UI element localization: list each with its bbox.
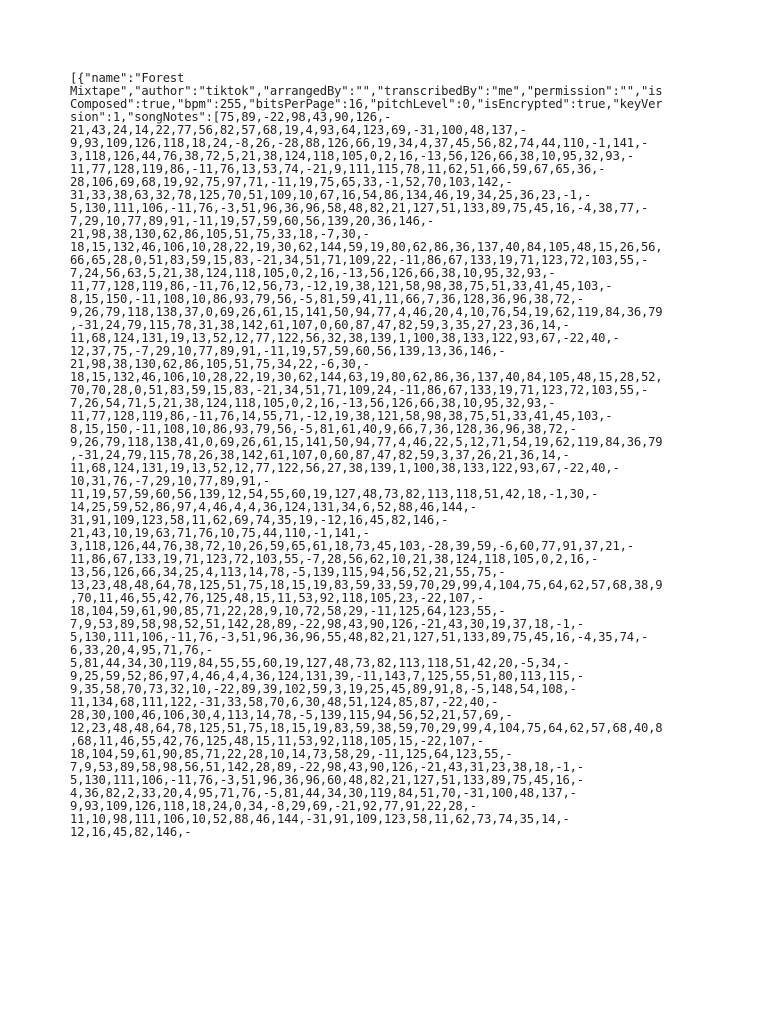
text-line: 7,9,53,89,58,98,56,51,142,28,89,-22,98,43,90,126,-21,43,31,23,38,18,-1,- — [70, 760, 584, 774]
text-line: 18,15,132,46,106,10,28,22,19,30,62,144,63,19,80,62,86,36,137,40,84,105,48,15,28,52, — [70, 370, 663, 384]
text-line: 7,9,53,89,58,98,52,51,142,28,89,-22,98,43,90,126,-21,43,30,19,37,18,-1,- — [70, 617, 584, 631]
text-line: 12,37,75,-7,29,10,77,89,91,-11,19,57,59,60,56,139,13,36,146,- — [70, 344, 506, 358]
text-line: ,-31,24,79,115,78,31,38,142,61,107,0,60,87,47,82,59,3,35,27,23,36,14,- — [70, 318, 570, 332]
text-line: 7,24,56,63,5,21,38,124,118,105,0,2,16,-13,56,126,66,38,10,95,32,93,- — [70, 266, 556, 280]
text-line: ,70,11,46,55,42,76,125,48,15,11,53,92,118,105,23,-22,107,- — [70, 591, 484, 605]
text-line: sion":1,"songNotes":[75,89,-22,98,43,90,126,- — [70, 110, 392, 124]
text-line: 18,104,59,61,90,85,71,22,28,10,14,73,58,29,-11,125,64,123,55,- — [70, 747, 513, 761]
text-line: 11,77,128,119,86,-11,76,13,53,74,-21,9,111,115,78,11,62,51,66,59,67,65,36,- — [70, 162, 606, 176]
text-line: 9,26,79,118,138,41,0,69,26,61,15,141,50,94,77,4,46,22,5,12,71,54,19,62,119,84,36,79 — [70, 435, 663, 449]
text-line: 11,77,128,119,86,-11,76,14,55,71,-12,19,38,121,58,98,38,75,51,33,41,45,103,- — [70, 409, 613, 423]
text-line: 14,25,59,52,86,97,4,46,4,4,36,124,131,34,6,52,88,46,144,- — [70, 500, 477, 514]
text-line: 21,98,38,130,62,86,105,51,75,34,22,-6,30,- — [70, 357, 370, 371]
text-line: 7,29,10,77,89,91,-11,19,57,59,60,56,139,20,36,146,- — [70, 214, 435, 228]
text-line: 11,77,128,119,86,-11,76,12,56,73,-12,19,38,121,58,98,38,75,51,33,41,45,103,- — [70, 279, 613, 293]
text-line: 13,56,126,66,34,25,4,113,14,78,-5,139,115,94,56,52,21,55,75,- — [70, 565, 506, 579]
text-line: 70,70,28,0,51,83,59,15,83,-21,34,51,71,109,24,-11,86,67,133,19,71,123,72,103,55,- — [70, 383, 649, 397]
text-line: 3,118,126,44,76,38,72,10,26,59,65,61,18,73,45,103,-28,39,59,-6,60,77,91,37,21,- — [70, 539, 634, 553]
text-line: 3,118,126,44,76,38,72,5,21,38,124,118,105,0,2,16,-13,56,126,66,38,10,95,32,93,- — [70, 149, 634, 163]
text-line: 12,23,48,48,64,78,125,51,75,18,15,19,83,59,38,59,70,29,99,4,104,75,64,62,57,68,40,8 — [70, 721, 663, 735]
text-line: 11,134,68,111,122,-31,33,58,70,6,30,48,51,124,85,87,-22,40,- — [70, 695, 499, 709]
text-line: 11,19,57,59,60,56,139,12,54,55,60,19,127,48,73,82,113,118,51,42,18,-1,30,- — [70, 487, 599, 501]
text-line: 28,30,100,46,106,30,4,113,14,78,-5,139,115,94,56,52,21,57,69,- — [70, 708, 513, 722]
text-line: 21,43,10,19,63,71,76,10,75,44,110,-1,141,- — [70, 526, 370, 540]
text-line: 9,93,109,126,118,18,24,0,34,-8,29,69,-21,92,77,91,22,28,- — [70, 799, 477, 813]
text-line: 5,130,111,106,-11,76,-3,51,96,36,96,55,48,82,21,127,51,133,89,75,45,16,-4,35,74,- — [70, 630, 649, 644]
text-line: 5,130,111,106,-11,76,-3,51,96,36,96,58,48,82,21,127,51,133,89,75,45,16,-4,38,77,- — [70, 201, 649, 215]
text-line: [{"name":"Forest — [70, 71, 185, 85]
text-line: ,-31,24,79,115,78,26,38,142,61,107,0,60,87,47,82,59,3,37,26,21,36,14,- — [70, 448, 570, 462]
text-line: 13,23,48,48,64,78,125,51,75,18,15,19,83,59,33,59,70,29,99,4,104,75,64,62,57,68,38,9 — [70, 578, 663, 592]
text-line: 9,35,58,70,73,32,10,-22,89,39,102,59,3,19,25,45,89,91,8,-5,148,54,108,- — [70, 682, 577, 696]
text-line: 10,31,76,-7,29,10,77,89,91,- — [70, 474, 270, 488]
text-line: 8,15,150,-11,108,10,86,93,79,56,-5,81,59,41,11,66,7,36,128,36,96,38,72,- — [70, 292, 584, 306]
text-line: 11,68,124,131,19,13,52,12,77,122,56,32,38,139,1,100,38,133,122,93,67,-22,40,- — [70, 331, 620, 345]
text-line: 12,16,45,82,146,- — [70, 825, 192, 839]
document-page — [70, 72, 710, 839]
text-line: 5,130,111,106,-11,76,-3,51,96,36,96,60,48,82,21,127,51,133,89,75,45,16,- — [70, 773, 584, 787]
text-line: Composed":true,"bpm":255,"bitsPerPage":16,"pitchLevel":0,"isEncrypted":true,"keyVer — [70, 97, 663, 111]
text-line: 8,15,150,-11,108,10,86,93,79,56,-5,81,61,40,9,66,7,36,128,36,96,38,72,- — [70, 422, 577, 436]
text-line: 11,68,124,131,19,13,52,12,77,122,56,27,38,139,1,100,38,133,122,93,67,-22,40,- — [70, 461, 620, 475]
text-line: 21,98,38,130,62,86,105,51,75,33,18,-7,30,- — [70, 227, 370, 241]
text-line: 7,26,54,71,5,21,38,124,118,105,0,2,16,-13,56,126,66,38,10,95,32,93,- — [70, 396, 556, 410]
text-line: 31,33,38,63,32,78,125,70,51,109,10,67,16,54,86,134,46,19,34,25,36,23,-1,- — [70, 188, 592, 202]
text-line: 9,93,109,126,118,18,24,-8,26,-28,88,126,66,19,34,4,37,45,56,82,74,44,110,-1,141,- — [70, 136, 649, 150]
text-line: 11,86,67,133,19,71,123,72,103,55,-7,28,56,62,10,21,38,124,118,105,0,2,16,- — [70, 552, 599, 566]
text-line: 6,33,20,4,95,71,76,- — [70, 643, 213, 657]
text-line: 31,91,109,123,58,11,62,69,74,35,19,-12,16,45,82,146,- — [70, 513, 449, 527]
text-line: ,68,11,46,55,42,76,125,48,15,11,53,92,118,105,15,-22,107,- — [70, 734, 484, 748]
text-line: 28,106,69,68,19,92,75,97,71,-11,19,75,65,33,-1,52,70,103,142,- — [70, 175, 513, 189]
text-line: 21,43,24,14,22,77,56,82,57,68,19,4,93,64,123,69,-31,100,48,137,- — [70, 123, 527, 137]
text-line: 66,65,28,0,51,83,59,15,83,-21,34,51,71,109,22,-11,86,67,133,19,71,123,72,103,55,- — [70, 253, 649, 267]
text-line: 11,10,98,111,106,10,52,88,46,144,-31,91,109,123,58,11,62,73,74,35,14,- — [70, 812, 570, 826]
text-line: 9,25,59,52,86,97,4,46,4,4,36,124,131,39,-11,143,7,125,55,51,80,113,115,- — [70, 669, 584, 683]
text-line: 18,104,59,61,90,85,71,22,28,9,10,72,58,29,-11,125,64,123,55,- — [70, 604, 506, 618]
text-line: Mixtape","author":"tiktok","arrangedBy":"","transcribedBy":"me","permission":"","is — [70, 84, 663, 98]
text-line: 9,26,79,118,138,37,0,69,26,61,15,141,50,94,77,4,46,20,4,10,76,54,19,62,119,84,36,79 — [70, 305, 663, 319]
text-line: 5,81,44,34,30,119,84,55,55,60,19,127,48,73,82,113,118,51,42,20,-5,34,- — [70, 656, 570, 670]
text-line: 18,15,132,46,106,10,28,22,19,30,62,144,59,19,80,62,86,36,137,40,84,105,48,15,26,56, — [70, 240, 663, 254]
text-line: 4,36,82,2,33,20,4,95,71,76,-5,81,44,34,30,119,84,51,70,-31,100,48,137,- — [70, 786, 577, 800]
